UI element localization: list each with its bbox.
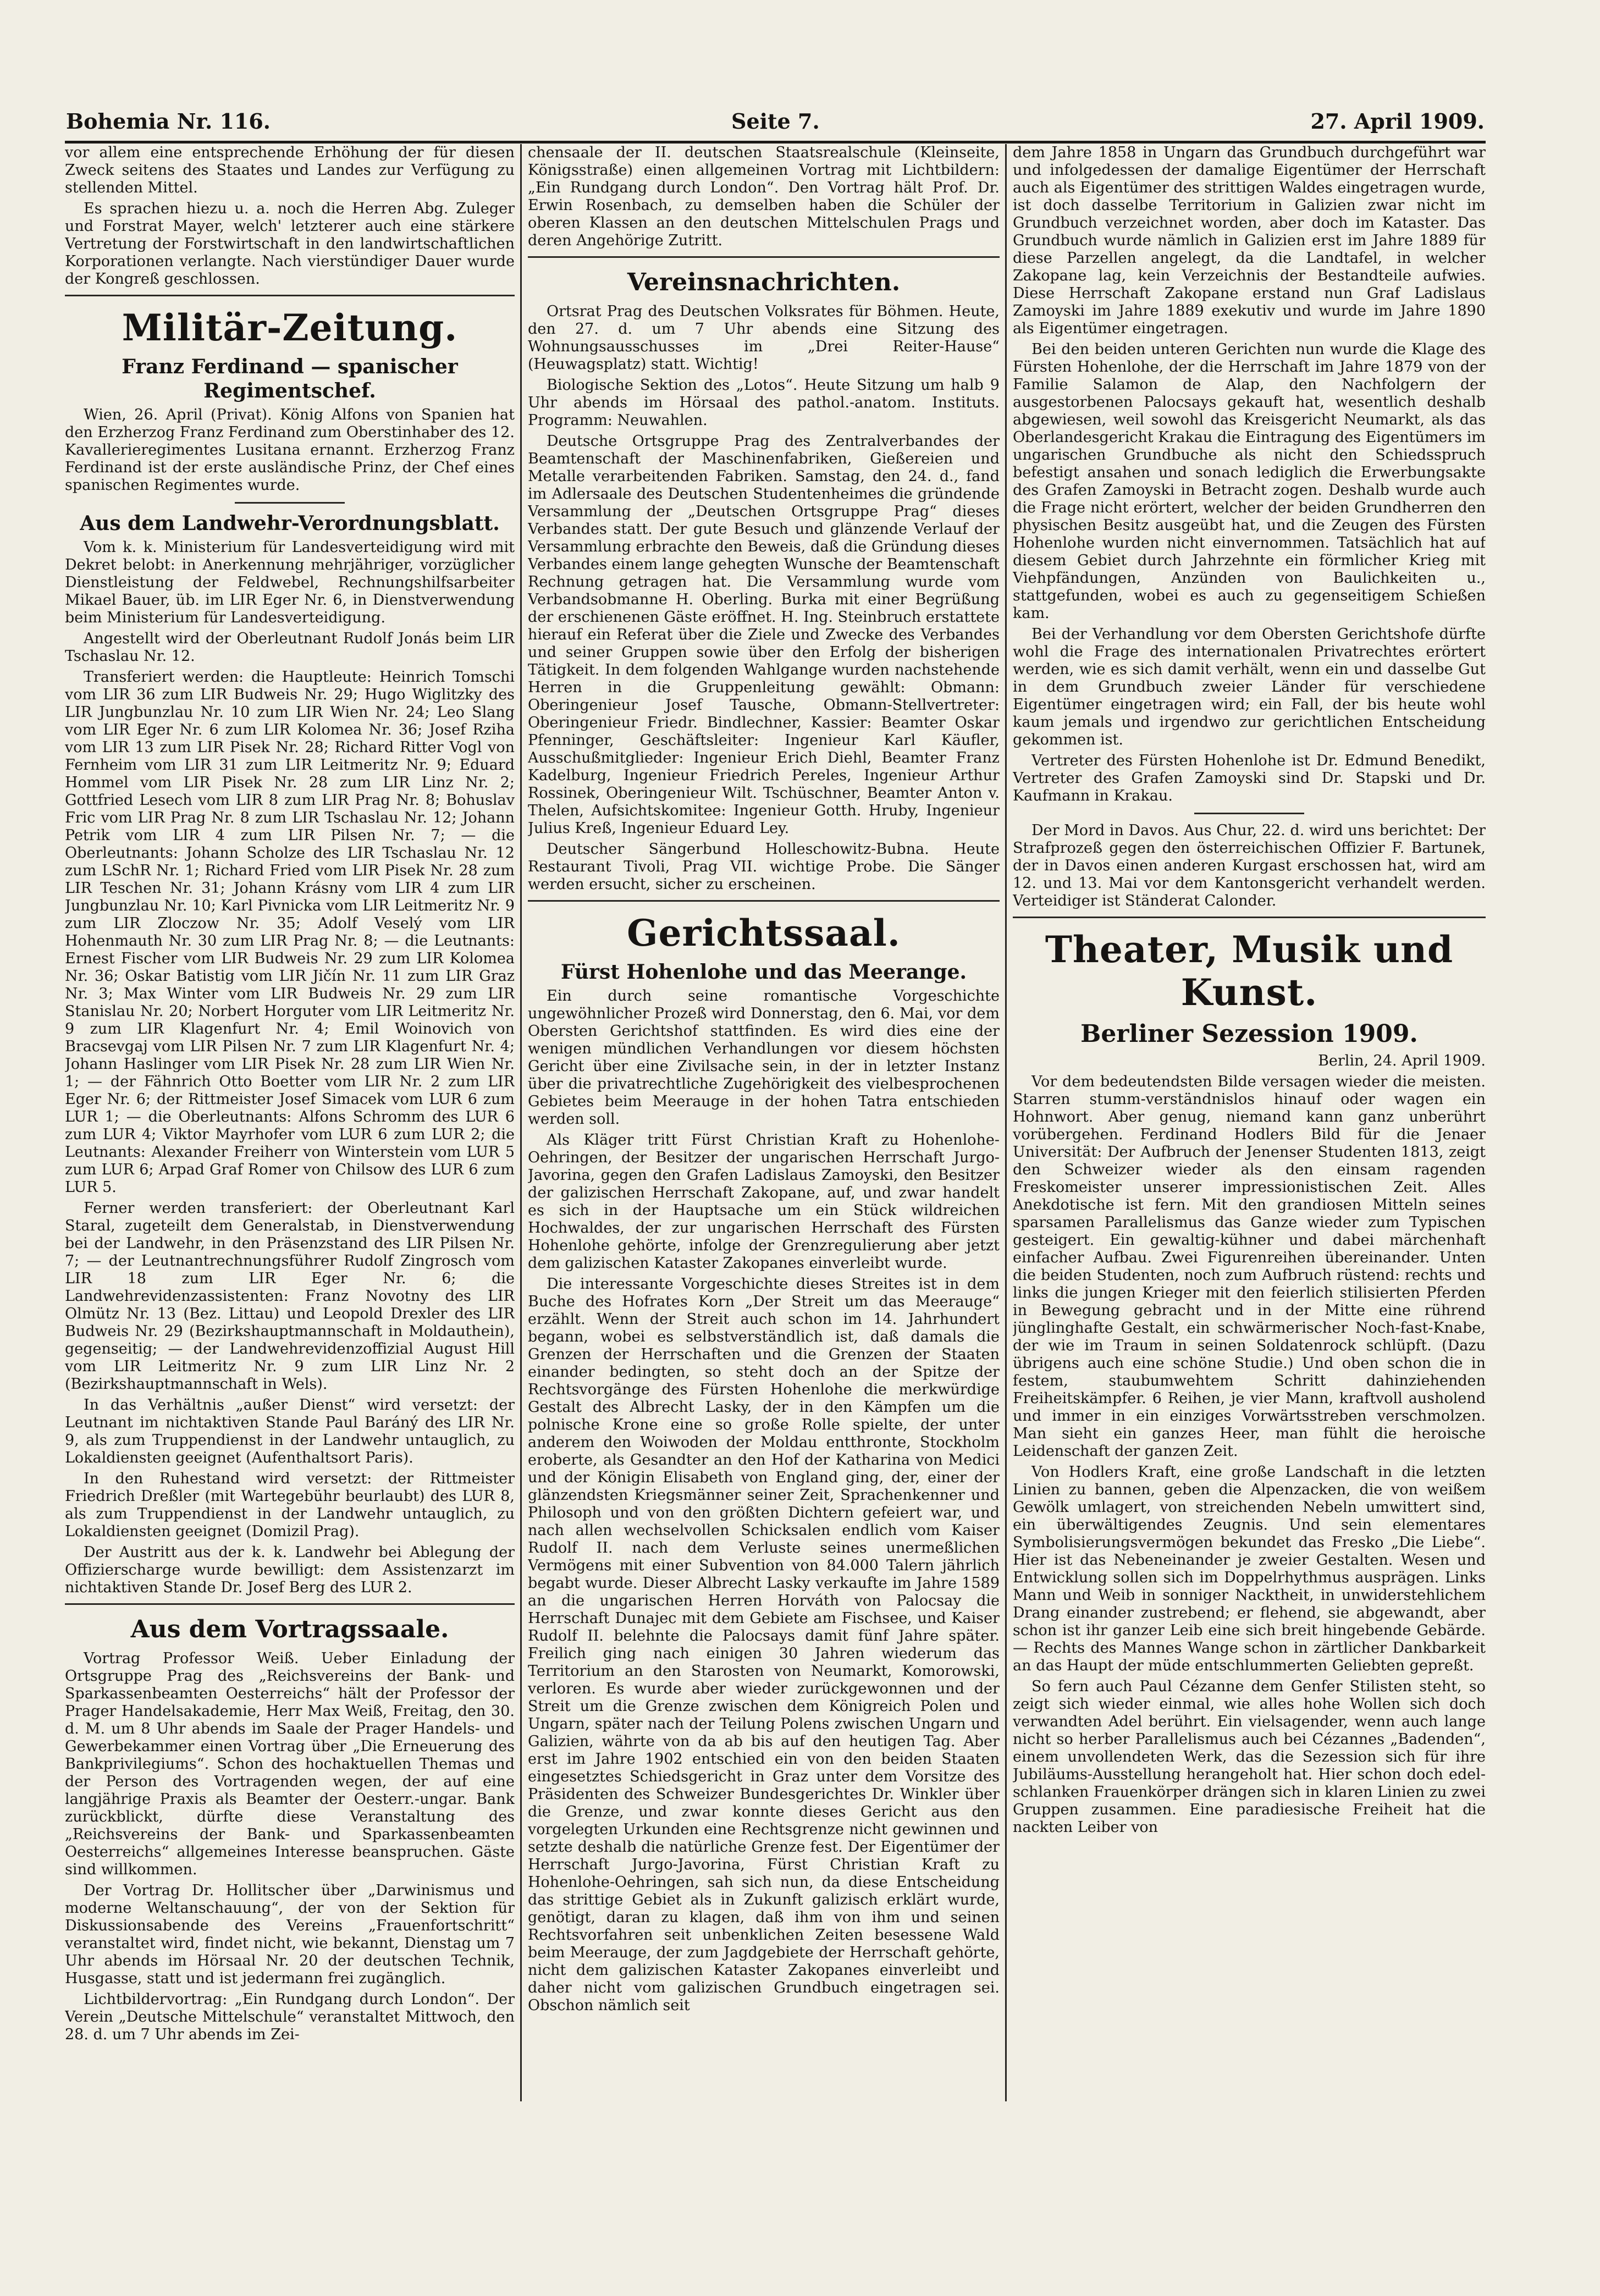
header-issue: Bohemia Nr. 116. — [66, 109, 271, 134]
sezession-paragraph: So fern auch Paul Cézanne dem Genfer Stilisten steht, so zeigt sich wieder einmal, wie alles hohe Wollen sich doch verwandten Adel berührt. Ein vielsagender, wenn auch lange nicht so herber Parallelismus auch bei Cézannes „Badenden“, einem unvollendeten Werk, das die Sezession sich für ihre Jubiläums-Ausstellung herangeholt hat. Hier schon doch edel-schlanken Frauenkörper drängen sich in klaren Linien zu zwei Gruppen zusammen. Eine paradiesische Freiheit hat die nackten Leiber von — [1013, 1678, 1486, 1836]
sezession-paragraph: Von Hodlers Kraft, eine große Landschaft in die letzten Linien zu bannen, geben die Alpenzacken, die von weißem Gewölk umlagert, von streichenden Nebeln umwittert sind, ein überwältigendes Zeugnis. Und sein elementares Symbolisierungsvermögen bekundet das Fresko „Die Liebe“. Hier ist das Nebeneinander je zweier Gestalten. Wesen und Entwicklung sollen sich im Doppelrhythmus ausprägen. Links Mann und Weib in sonniger Nacktheit, in unwiderstehlichem Drang einander zustrebend; er flehend, sie abgewandt, aber schon ist ihr ganzer Leib eine sich breit hingebende Gebärde. — Rechts des Mannes Wange schon in zärtlicher Dankbarkeit an das Haupt der müde entschlummerten Geliebten gepreßt. — [1013, 1464, 1486, 1674]
dateline: Berlin, 24. April 1909. — [1318, 1052, 1486, 1069]
landwehr-paragraph: Transferiert werden: die Hauptleute: Heinrich Tomschi vom LIR 36 zum LIR Budweis Nr. 29; Hugo Wiglitzky des LIR Jungbunzlau Nr. 10 zum LIR Wien Nr. 24; Leo Slang vom LIR Eger Nr. 6 zum LIR Kolomea Nr. 36; Josef Rziha vom LIR 13 zum LIR Pisek Nr. 28; Richard Ritter Vogl von Fernheim vom LIR 31 zum LIR Leitmeritz Nr. 9; Eduard Hommel vom LIR Pisek Nr. 28 zum LIR Linz Nr. 2; Gottfried Lesech vom LIR 8 zum LIR Prag Nr. 8; Bohuslav Fric vom LIR Prag Nr. 8 zum LIR Tschaslau Nr. 12; Johann Petrik vom LIR 4 zum LIR Pilsen Nr. 7; — die Oberleutnants: Johann Scholze des LIR Tschaslau Nr. 12 zum LSchR Nr. 1; Richard Fried vom LIR Pisek Nr. 28 zum LIR Teschen Nr. 31; Johann Krásny vom LIR 4 zum LIR Jungbunzlau Nr. 10; Karl Pivnicka vom LIR Leitmeritz Nr. 9 zum LIR Zloczow Nr. 35; Adolf Veselý vom LIR Hohenmauth Nr. 30 zum LIR Prag Nr. 8; — die Leutnants: Ernest Fischer vom LIR Budweis Nr. 29 zum LIR Kolomea Nr. 36; Oskar Batistig vom LIR Jičín Nr. 11 zum LIR Graz Nr. 3; Max Winter vom LIR Budweis Nr. 29 zum LIR Stanislau Nr. 20; Norbert Horguter vom LIR Leitmeritz Nr. 9 zum LIR Klagenfurt Nr. 4; Emil Woinovich von Bracsevgaj vom LIR Pilsen Nr. 7 zum LIR Klagenfurt Nr. 4; Johann Haslinger vom LIR Pisek Nr. 28 zum LIR Wien Nr. 1; — der Fähnrich Otto Boetter vom LIR Nr. 2 zum LIR Eger Nr. 6; der Rittmeister Josef Simacek vom LUR 6 zum LUR 1; — die Oberleutnants: Alfons Schromm des LUR 6 zum LUR 4; Viktor Mayrhofer vom LUR 6 zum LUR 2; die Leutnants: Alexander Freiherr von Winterstein vom LUR 5 zum LUR 6; Arpad Graf Romer von Chilsow des LUR 6 zum LUR 5. — [65, 669, 515, 1196]
vortrag-paragraph: Der Vortrag Dr. Hollitscher über „Darwinismus und moderne Weltanschauung“, der von der Sektion für Diskussionsabende des Vereins „Frauenfortschritt“ veranstaltet wird, findet nicht, wie bekannt, Dienstag um 7 Uhr abends im Hörsaal Nr. 20 der deutschen Technik, Husgasse, statt und ist jedermann frei zugänglich. — [65, 1882, 515, 1987]
section-divider — [65, 295, 515, 296]
landwehr-paragraph: Der Austritt aus der k. k. Landwehr bei Ablegung der Offizierscharge wurde bewilligt: dem Assistenzarzt im nichtaktiven Stande Dr. Josef Berg des LUR 2. — [65, 1544, 515, 1596]
vortrag-paragraph: Vortrag Professor Weiß. Ueber Einladung der Ortsgruppe Prag des „Reichsvereins der Bank- und Sparkassenbeamten Oesterreichs“ hält der Professor der Prager Handelsakademie, Herr Max Weiß, Freitag, den 30. d. M. um 8 Uhr abends im Saale der Prager Handels- und Gewerbekammer einen Vortrag über „Die Erneuerung des Bankprivilegiums“. Schon des hochaktuellen Themas und der Person des Vortragenden wegen, der auf eine langjährige Praxis als Beamter der Oesterr.-ungar. Bank zurückblickt, dürfte diese Veranstaltung des „Reichsvereins der Bank- und Sparkassenbeamten Oesterreichs“ allgemeines Interesse beanspruchen. Gäste sind willkommen. — [65, 1650, 515, 1878]
section-divider — [528, 900, 1000, 902]
header-rule — [65, 141, 1486, 144]
header-page-number: Seite 7. — [731, 109, 820, 134]
article-divider — [235, 502, 345, 504]
gericht-continued: Vertreter des Fürsten Hohenlohe ist Dr. Edmund Benedikt, Vertreter des Grafen Zamoyski sind Dr. Stapski und Dr. Kaufmann in Krakau. — [1013, 752, 1486, 804]
verein-paragraph: Deutscher Sängerbund Holleschowitz-Bubna. Heute Restaurant Tivoli, Prag VII. wichtige Probe. Die Sänger werden ersucht, sicher zu erscheinen. — [528, 841, 1000, 893]
section-divider — [1013, 917, 1486, 918]
section-divider — [65, 1603, 515, 1605]
section-heading-vereinsnachrichten: Vereinsnachrichten. — [627, 268, 901, 296]
section-divider — [528, 256, 1000, 258]
page-header — [66, 109, 1485, 142]
column-rule-2 — [1005, 144, 1007, 2101]
col1-intro-1: vor allem eine entsprechende Erhöhung der für diesen Zweck seitens des Staates und Landes zur Verfügung zu stellenden Mittel. — [65, 144, 515, 196]
section-heading-theater: Theater, Musik und Kunst. — [1045, 928, 1454, 1014]
gericht-continued: Bei der Verhandlung vor dem Obersten Gerichtshofe dürfte wohl die Frage des internationalen Privatrechtes erörtert werden, wie es sich damit verhält, wenn ein und dasselbe Gut in dem Grundbuch zweier Länder für verschiedene Eigentümer eingetragen wird; ein Fall, der bis heute wohl kaum jemals und irgendwo zur gerichtlichen Entscheidung gekommen ist. — [1013, 626, 1486, 748]
vortrag-paragraph: Lichtbildervortrag: „Ein Rundgang durch London“. Der Verein „Deutsche Mittelschule“ veranstaltet Mittwoch, den 28. d. um 7 Uhr abends im Zei- — [65, 1991, 515, 2043]
gericht-paragraph: Die interessante Vorgeschichte dieses Streites ist in dem Buche des Hofrates Korn „Der Streit um das Meerauge“ erzählt. Wenn der Streit auch schon im 14. Jahrhundert begann, wobei es selbstverständlich ist, daß damals die Grenzen der Herrschaften und die Grenzen der Staaten einander bedingten, so steht doch an der Spitze der Rechtsvorgänge des Fürsten Hohenlohe die merkwürdige Gestalt des Albrecht Lasky, der in den Kämpfen um die polnische Krone eine so große Rolle spielte, der unter anderem den Woiwoden der Moldau entthronte, Stockholm eroberte, als Gesandter an den Hof der Katharina von Medici und der Königin Elisabeth von England ging, der, einer der glänzendsten Kriegsmänner seiner Zeit, Sprachenkenner und Philosoph und von den größten Dichtern gefeiert war, und nach allen wechselvollen Schicksalen endlich vom Kaiser Rudolf II. nach dem Verluste seines unermeßlichen Vermögens mit einer Subvention von 84.000 Talern jährlich begabt wurde. Dieser Albrecht Lasky verkaufte im Jahre 1589 an die ungarischen Herren Horváth von Palocsay die Herrschaft Dunajec mit dem Gebiete am Fischsee, und Kaiser Rudolf II. belehnte die Palocsays damit fünf Jahre später. Freilich ging nach einigen 30 Jahren wiederum das Territorium an den Starosten von Neumarkt, Komorowski, verloren. Es wurde aber wieder zurückgewonnen und der Streit um die Grenze zwischen dem Königreich Polen und Ungarn, später nach der Teilung Polens zwischen Ungarn und Galizien, währte von da ab bis auf den heutigen Tag. Aber erst im Jahre 1902 entschied ein von den beiden Staaten eingesetztes Schiedsgericht in Graz unter dem Vorsitze des Präsidenten des Schweizer Bundesgerichtes Dr. Winkler über die Grenze, und zwar konnte dieses Gericht aus den vorgelegten Urkunden eine Rechtsgrenze nicht gewinnen und setzte deshalb die natürliche Grenze fest. Der Eigentümer der Herrschaft Jurgo-Javorina, Fürst Christian Kraft zu Hohenlohe-Oehringen, sah sich nun, da diese Entscheidung das strittige Gebiet als in Zukunft galizisch erklärt wurde, genötigt, daran zu klagen, daß ihm von ihm und seinen Rechtsvorfahren seit unbenklichen Zeiten besessene Wald beim Meerauge, der zum Jagdgebiete der Herrschaft gehörte, nicht dem galizischen Kataster Zakopanes einverleibt und daher nicht vom galizischen Grundbuch eingetragen sei. Obschon nämlich seit — [528, 1276, 1000, 2014]
landwehr-paragraph: In das Verhältnis „außer Dienst“ wird versetzt: der Leutnant im nichtaktiven Stande Paul Baráný des LIR Nr. 9, als zum Truppendienst in der Landwehr untauglich, zu Lokaldiensten geeignet (Aufenthaltsort Paris). — [65, 1397, 515, 1466]
article-heading-franz-ferdinand: Franz Ferdinand — spanischer Regimentschef. — [122, 355, 458, 402]
column-1 — [65, 144, 515, 2272]
article-divider — [1194, 813, 1304, 814]
verein-paragraph: Biologische Sektion des „Lotos“. Heute Sitzung um halb 9 Uhr abends im Hörsaal des pathol.-anatom. Instituts. Programm: Neuwahlen. — [528, 377, 1000, 429]
verein-paragraph: Ortsrat Prag des Deutschen Volksrates für Böhmen. Heute, den 27. d. um 7 Uhr abends eine Sitzung des Wohnungsausschusses im „Drei Reiter-Hause“ (Heuwagsplatz) statt. Wichtig! — [528, 303, 1000, 373]
article-heading-landwehr: Aus dem Landwehr-Verordnungsblatt. — [80, 512, 500, 535]
gericht-continued: Bei den beiden unteren Gerichten nun wurde die Klage des Fürsten Hohenlohe, der die Herrschaft im Jahre 1879 von der Familie Salamon de Alap, den Nachfolgern der ausgestorbenen Palocsays gekauft hat, wesentlich deshalb abgewiesen, weil sowohl das Kreisgericht Neumarkt, als das Oberlandesgericht Krakau die Eintragung des Eigentümers im ungarischen Grundbuche als nicht den Schiedsspruch befestigt ansahen und sonach lediglich die Erwerbungsakte des Grafen Zamoyski in Betracht zogen. Deshalb wurde auch die Frage nicht erörtert, welcher der beiden Grundherren den physischen Besitz ausgeübt hat, und die Zeugen des Fürsten Hohenlohe wurden nicht einvernommen. Tatsächlich hat auf diesem Gebiet durch Jahrzehnte ein förmlicher Krieg mit Viehpfändungen, Anzünden von Baulichkeiten u., stattgefunden, wobei es auch zu gegenseitigem Schießen kam. — [1013, 341, 1486, 622]
section-heading-gerichtssaal: Gerichtssaal. — [627, 912, 901, 954]
article-text-franz-ferdinand: Wien, 26. April (Privat). König Alfons von Spanien hat den Erzherzog Franz Ferdinand zum Oberstinhaber des 12. Kavallerieregimentes Lusitana ernannt. Erzherzog Franz Ferdinand ist der erste ausländische Prinz, der Chef eines spanischen Regimentes wurde. — [65, 406, 515, 494]
column-rule-1 — [520, 144, 522, 2101]
header-date: 27. April 1909. — [1310, 109, 1485, 134]
landwehr-paragraph: Vom k. k. Ministerium für Landesverteidigung wird mit Dekret belobt: in Anerkennung mehrjähriger, vorzüglicher Dienstleistung der Feldwebel, Rechnungshilfsarbeiter Mikael Bauer, üb. im LIR Eger Nr. 6, in Dienstverwendung beim Ministerium für Landesverteidigung. — [65, 539, 515, 626]
col2-intro: chensaale der II. deutschen Staatsrealschule (Kleinseite, Königsstraße) einen allgemeinen Vortrag mit Lichtbildern: „Ein Rundgang durch London“. Den Vortrag hält Prof. Dr. Erwin Rosenbach, zu demselben haben die Schüler der oberen Klassen an den deutschen Mittelschulen Prags und deren Angehörige Zutritt. — [528, 144, 1000, 249]
section-heading-vortragssaal: Aus dem Vortragssaale. — [130, 1615, 449, 1643]
article-text-davos: Der Mord in Davos. Aus Chur, 22. d. wird uns berichtet: Der Strafprozeß gegen den österreichischen Offizier F. Bartunek, der in Davos einen anderen Kurgast erschossen hat, wird am 12. und 13. Mai vor dem Kantonsgericht verhandelt werden. Verteidiger ist Ständerat Calonder. — [1013, 822, 1486, 909]
landwehr-paragraph: Ferner werden transferiert: der Oberleutnant Karl Staral, zugeteilt dem Generalstab, in Dienstverwendung bei der Landwehr, in den Präsenzstand des LIR Pilsen Nr. 7; — der Leutnantrechnungsführer Rudolf Zingrosch vom LIR 18 zum LIR Eger Nr. 6; die Landwehrevidenzassistenten: Franz Novotny des LIR Olmütz Nr. 13 (Bez. Littau) und Leopold Drexler des LIR Budweis Nr. 29 (Bezirkshauptmannschaft in Moldauthein), gegenseitig; — der Landwehrevidenzoffizial August Hill vom LIR Leitmeritz Nr. 9 zum LIR Linz Nr. 2 (Bezirkshauptmannschaft in Wels). — [65, 1200, 515, 1393]
col1-intro-2: Es sprachen hiezu u. a. noch die Herren Abg. Zuleger und Forstrat Mayer, welch' letzterer auch eine stärkere Vertretung der Forstwirtschaft in den landwirtschaftlichen Korporationen verlangte. Nach vierstündiger Dauer wurde der Kongreß geschlossen. — [65, 200, 515, 288]
article-heading-sezession: Berliner Sezession 1909. — [1080, 1020, 1418, 1048]
article-heading-hohenlohe: Fürst Hohenlohe und das Meerange. — [560, 961, 967, 984]
landwehr-paragraph: In den Ruhestand wird versetzt: der Rittmeister Friedrich Dreßler (mit Wartegebühr beurlaubt) des LUR 8, als zum Truppendienst in der Landwehr untauglich, zu Lokaldiensten geeignet (Domizil Prag). — [65, 1470, 515, 1540]
gericht-paragraph: Als Kläger tritt Fürst Christian Kraft zu Hohenlohe-Oehringen, der Besitzer der ungarischen Herrschaft Jurgo-Javorina, gegen den Grafen Ladislaus Zamoyski, den Besitzer der galizischen Herrschaft Zakopane, auf, und zwar handelt es sich in der Hauptsache um ein Stück wildreichen Hochwaldes, der zur ungarischen Herrschaft des Fürsten Hohenlohe gehörte, infolge der Grenzregulierung aber jetzt dem galizischen Kataster Zakopanes einverleibt wurde. — [528, 1132, 1000, 1272]
gericht-continued: dem Jahre 1858 in Ungarn das Grundbuch durchgeführt war und infolgedessen der damalige Eigentümer der Herrschaft auch als Eigentümer des strittigen Waldes eingetragen wurde, ist doch dasselbe Territorium in Galizien zwar nicht im Grundbuch verzeichnet worden, aber doch im Kataster. Das Grundbuch wurde nämlich in Galizien erst im Jahre 1889 für diese Parzellen angelegt, da die Landtafel, in welcher Zakopane lag, kein Verzeichnis der Bestandteile aufwies. Diese Herrschaft Zakopane erstand nun Graf Ladislaus Zamoyski im Jahre 1889 exekutiv und wurde im Jahre 1890 als Eigentümer eingetragen. — [1013, 144, 1486, 337]
column-2 — [528, 144, 1000, 2272]
section-heading-militaer: Militär-Zeitung. — [122, 306, 458, 349]
verein-paragraph: Deutsche Ortsgruppe Prag des Zentralverbandes der Beamtenschaft der Maschinenfabriken, Gießereien und Metalle verarbeitenden Fabriken. Samstag, den 24. d., fand im Adlersaale des Deutschen Studentenheimes die gründende Versammlung der „Deutschen Ortsgruppe Prag“ dieses Verbandes statt. Der gute Besuch und glänzende Verlauf der Versammlung erbrachte den Beweis, daß die Gründung dieses Verbandes einem lange gehegten Wunsche der Beamtenschaft Rechnung getragen hat. Die Versammlung wurde vom Verbandsobmanne H. Oberling. Burka mit einer Begrüßung der erschienenen Gäste eröffnet. H. Ing. Steinbruch erstattete hierauf ein Referat über die Ziele und Zwecke des Verbandes und seiner Gruppen sowie über den Erfolg der bisherigen Tätigkeit. In dem folgenden Wahlgange wurden nachstehende Herren in die Gruppenleitung gewählt: Obmann: Oberingenieur Josef Tausche, Obmann-Stellvertreter: Oberingenieur Friedr. Bindlechner, Kassier: Beamter Oskar Pfenninger, Geschäftsleiter: Ingenieur Karl Käufler, Ausschußmitglieder: Ingenieur Erich Diehl, Beamter Franz Kadelburg, Ingenieur Friedrich Pereles, Ingenieur Arthur Rossinek, Oberingenieur Wilt. Tschüschner, Beamter Anton v. Thelen, Aufsichtskomitee: Ingenieur Gotth. Hruby, Ingenieur Julius Kreß, Ingenieur Eduard Ley. — [528, 433, 1000, 837]
landwehr-paragraph: Angestellt wird der Oberleutnant Rudolf Jonás beim LIR Tschaslau Nr. 12. — [65, 630, 515, 665]
column-3 — [1013, 144, 1486, 2272]
sezession-paragraph: Vor dem bedeutendsten Bilde versagen wieder die meisten. Starren stumm-verständnislos hinauf oder wagen ein Hohnwort. Aber genug, niemand kann ganz unberührt vorübergehen. Ferdinand Hodlers Bild für die Jenaer Universität: Der Aufbruch der Jenenser Studenten 1813, zeigt den Schweizer wieder als den einsam ragenden Freskomeister unserer impressionistischen Zeit. Alles Anekdotische ist fern. Mit den grandiosen Mitteln seines sparsamen Parallelismus das Ganze wieder zum Typischen gesteigert. Ein gewaltig-kühner und dabei märchenhaft einfacher Aufbau. Zwei Figurenreihen übereinander. Unten die beiden Studenten, noch zum Aufbruch rüstend: rechts und links die jungen Krieger mit den feierlich stilisierten Pferden in Bewegung gebracht und in der Mitte eine rührend jünglinghafte Gestalt, ein schwärmerischer Noch-fast-Knabe, der wie im Traum in seinen Soldatenrock schlüpft. (Dazu übrigens auch eine schöne Studie.) Und oben schon die in festem, staubumwehtem Schritt dahinziehenden Freiheitskämpfer. 6 Reihen, je vier Mann, kraftvoll ausholend und immer in ein einziges Vorwärtsstreben verschmolzen. Man sieht ein ganzes Heer, man fühlt die heroische Leidenschaft der ganzen Zeit. — [1013, 1073, 1486, 1460]
gericht-paragraph: Ein durch seine romantische Vorgeschichte ungewöhnlicher Prozeß wird Donnerstag, den 6. Mai, vor dem Obersten Gerichtshof stattfinden. Es wird dies eine der wenigen mündlichen Verhandlungen vor diesem höchsten Gericht über eine Zivilsache sein, in der in letzter Instanz über die privatrechtliche Zugehörigkeit des vielbesprochenen Gebietes beim Meerauge in der hohen Tatra entschieden werden soll. — [528, 987, 1000, 1128]
